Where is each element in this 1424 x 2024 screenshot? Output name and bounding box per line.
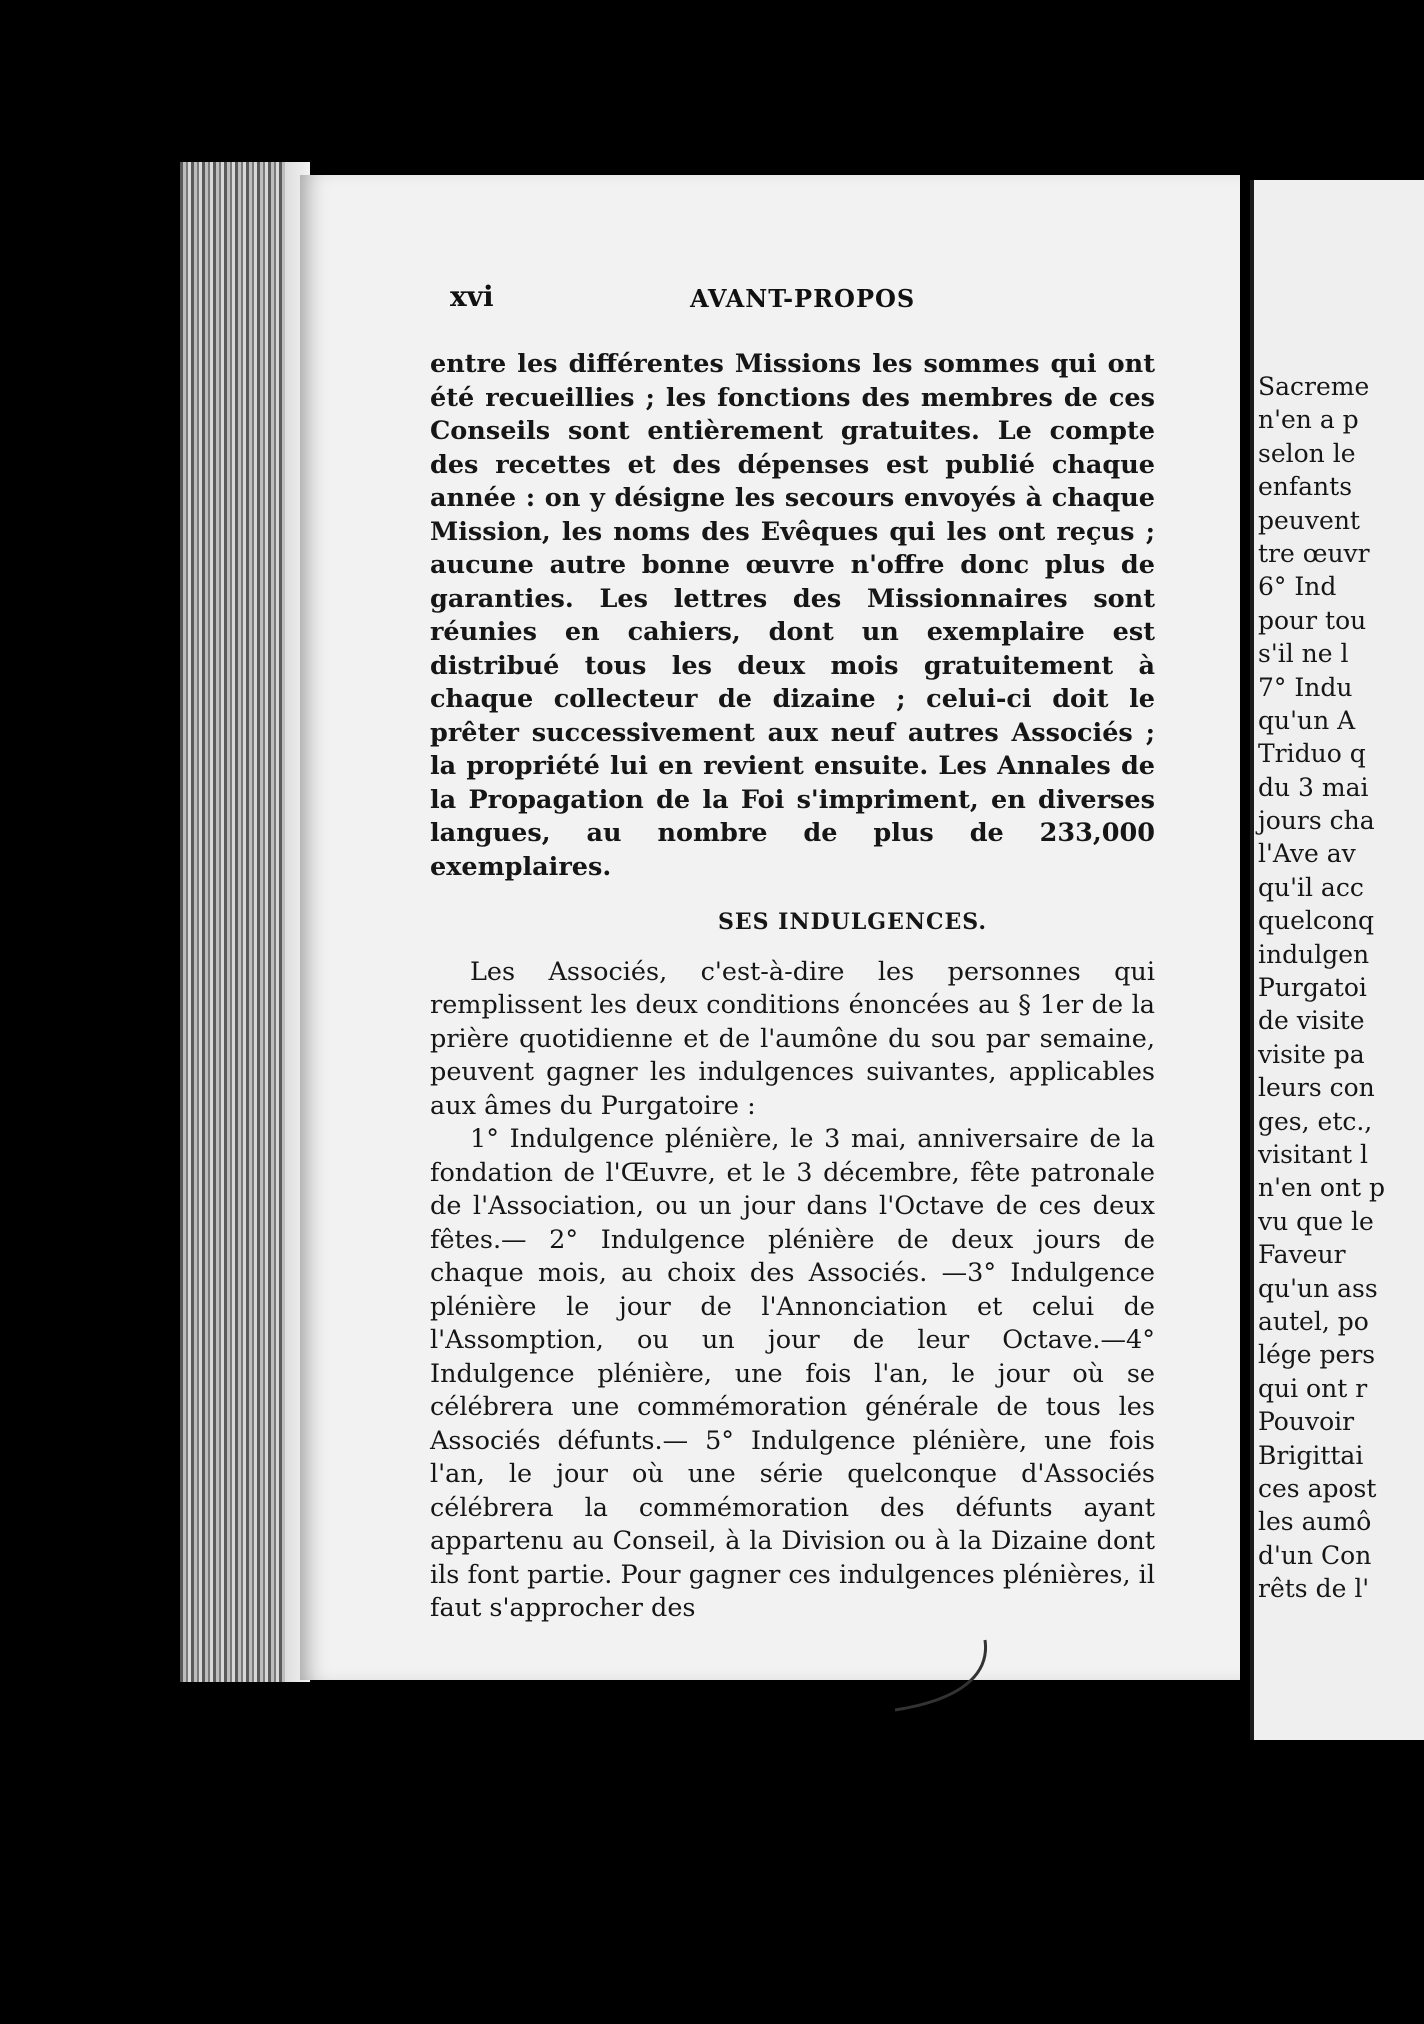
right-page-text: [1258, 370, 1424, 1605]
right-page-line: selon le: [1258, 438, 1356, 468]
right-page-line: rêts de l': [1258, 1574, 1370, 1604]
right-page-line: Purgatoi: [1258, 973, 1367, 1003]
right-page-line: enfants: [1258, 472, 1353, 502]
right-page-line: d'un Con: [1258, 1540, 1372, 1570]
running-title: AVANT-PROPOS: [690, 284, 916, 313]
right-page-line: ces apost: [1258, 1473, 1377, 1503]
right-page-line: visite pa: [1258, 1039, 1365, 1069]
right-page-line: visitant l: [1258, 1139, 1368, 1169]
right-page-line: lége pers: [1258, 1340, 1376, 1370]
page-number: xvi: [450, 280, 494, 313]
right-page-line: Faveur: [1258, 1240, 1346, 1270]
right-page-line: vu que le: [1258, 1206, 1374, 1236]
right-page-line: ges, etc.,: [1258, 1106, 1373, 1136]
section-heading: SES INDULGENCES.: [717, 909, 988, 935]
page-text: [430, 348, 1155, 1626]
right-page-line: qui ont r: [1258, 1373, 1368, 1403]
right-page-line: tre œuvr: [1258, 538, 1370, 568]
paragraph-2: Les Associés, c'est-à-dire les personnes qui remplissent les deux conditions énoncées au § 1er de la prière quotidienne et de l'aumône du sou par semaine, peuvent gagner les indulgences suivantes, applicables aux âmes du Purgatoire :: [430, 956, 1155, 1121]
right-page-line: quelconq: [1258, 906, 1375, 936]
right-page-line: leurs con: [1258, 1073, 1375, 1103]
right-page-line: qu'un A: [1258, 705, 1356, 735]
right-page-line: n'en a p: [1258, 405, 1359, 435]
right-page-line: les aumô: [1258, 1507, 1372, 1537]
right-page-line: qu'un ass: [1258, 1273, 1378, 1303]
paragraph-3: 1° Indulgence plénière, le 3 mai, anniversaire de la fondation de l'Œuvre, et le 3 décembre, fête patronale de l'Association, ou un jour dans l'Octave de ces deux fêtes.— 2° Indulgence plénière de deux jours de chaque mois, au choix des Associés. —3° Indulgence plénière le jour de l'Annonciation et celui de l'Assomption, ou un jour de leur Octave.—4° Indulgence plénière, une fois l'an, le jour où se célébrera une commémoration générale de tous les Associés défunts.— 5° Indulgence plénière, une fois l'an, le jour où une série quelconque d'Associés célébrera la commémoration des défunts ayant appartenu au Conseil, à la Division ou à la Dizaine dont ils font partie. Pour gagner ces indulgences plénières, il faut s'approcher des: [430, 1124, 1155, 1623]
book-page-edges: [180, 162, 300, 1682]
right-page-line: jours cha: [1258, 806, 1375, 836]
right-page-line: n'en ont p: [1258, 1173, 1385, 1203]
right-page-line: indulgen: [1258, 939, 1370, 969]
right-page-line: l'Ave av: [1258, 839, 1356, 869]
paragraph-1: entre les différentes Missions les sommes qui ont été recueillies ; les fonctions des membres de ces Conseils sont entièrement gratuites. Le compte des recettes et des dépenses est publié chaque année : on y désigne les secours envoyés à chaque Mission, les noms des Evêques qui les ont reçus ; aucune autre bonne œuvre n'offre donc plus de garanties. Les lettres des Missionnaires sont réunies en cahiers, dont un exemplaire est distribué tous les deux mois gratuitement à chaque collecteur de dizaine ; celui-ci doit le prêter successivement aux neuf autres Associés ; la propriété lui en revient ensuite. Les Annales de la Propagation de la Foi s'impriment, en diverses langues, au nombre de plus de 233,000 exemplaires.: [430, 349, 1155, 882]
right-page-line: Pouvoir: [1258, 1407, 1355, 1437]
right-page-line: 6° Ind: [1258, 572, 1337, 602]
pencil-mark: [880, 1635, 1000, 1715]
right-page-line: s'il ne l: [1258, 639, 1349, 669]
right-page-line: de visite: [1258, 1006, 1365, 1036]
right-page-line: pour tou: [1258, 605, 1367, 635]
page-header: [450, 280, 1140, 320]
right-page-line: autel, po: [1258, 1306, 1369, 1336]
right-page-line: 7° Indu: [1258, 672, 1353, 702]
right-page-line: du 3 mai: [1258, 772, 1369, 802]
right-page-line: qu'il acc: [1258, 872, 1364, 902]
right-page-line: Sacreme: [1258, 372, 1370, 401]
right-page-line: Triduo q: [1258, 739, 1366, 769]
right-page-line: peuvent: [1258, 505, 1360, 535]
right-page-line: Brigittai: [1258, 1440, 1364, 1470]
